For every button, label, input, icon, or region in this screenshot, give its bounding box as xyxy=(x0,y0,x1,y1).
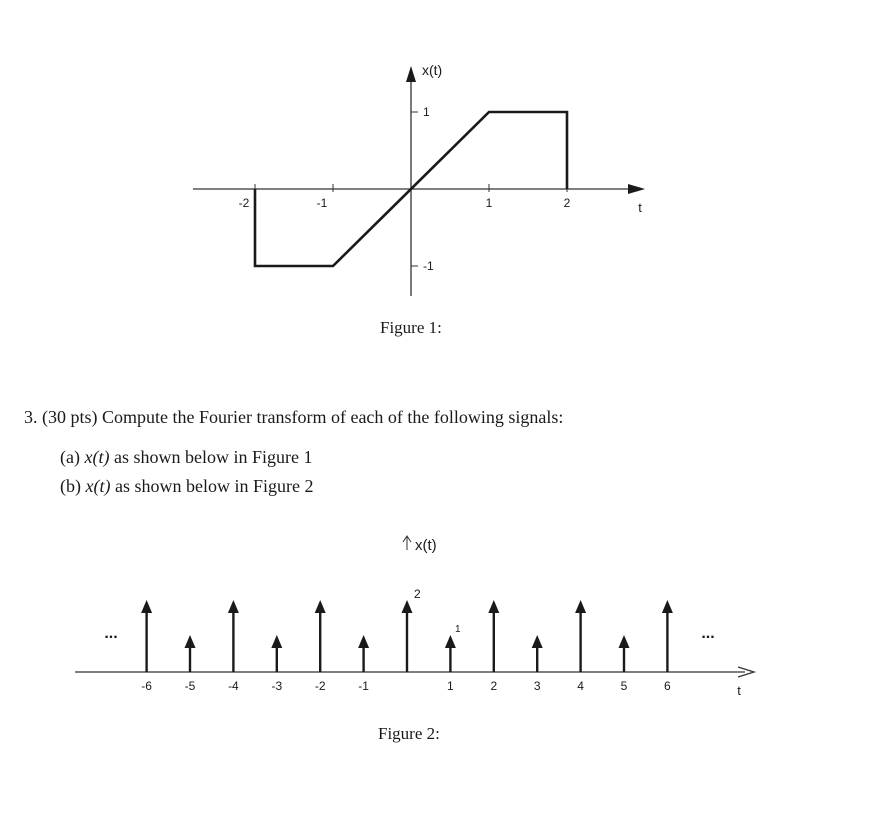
x-tick-label: -2 xyxy=(314,679,326,693)
x-axis-label: t xyxy=(737,683,741,698)
problem-points: (30 pts) xyxy=(42,407,98,427)
impulse-arrowhead xyxy=(619,635,630,648)
x-tick-label: 1 xyxy=(485,196,493,210)
ellipsis-right: ... xyxy=(701,625,715,642)
x-tick-label: 4 xyxy=(577,679,584,693)
problem-statement xyxy=(24,407,563,428)
x-tick-label: -3 xyxy=(271,679,283,693)
ellipsis-left: ... xyxy=(104,625,118,642)
x-tick-label: 2 xyxy=(490,679,498,693)
impulse-arrowhead xyxy=(402,600,413,613)
impulse-arrowhead xyxy=(271,635,282,648)
y-axis-arrowhead xyxy=(406,66,416,82)
part-a-text: as shown below in Figure 1 xyxy=(113,447,313,467)
x-tick-label: -6 xyxy=(141,679,152,693)
part-a xyxy=(60,447,312,468)
part-b xyxy=(60,476,313,497)
figure-1-caption: Figure 1: xyxy=(380,318,442,337)
x-tick-label: 5 xyxy=(620,679,628,693)
impulse-arrowhead xyxy=(662,600,673,613)
impulse-arrowhead xyxy=(228,600,239,613)
x-tick-label: 1 xyxy=(447,679,454,693)
amplitude-label-2: 2 xyxy=(414,587,421,601)
y-axis-label: x(t) xyxy=(422,62,443,78)
y-tick-label: 1 xyxy=(423,105,430,119)
figure-2-plot xyxy=(0,520,888,770)
impulse-arrowhead xyxy=(532,635,543,648)
x-tick-label: -1 xyxy=(358,679,369,693)
impulse-arrowhead xyxy=(141,600,152,613)
x-axis-arrowhead xyxy=(628,184,645,194)
x-tick-label: -5 xyxy=(184,679,196,693)
part-a-signal: x(t) xyxy=(84,447,110,467)
problem-text: Compute the Fourier transform of each of the following signals: xyxy=(102,407,564,427)
amplitude-label-1: 1 xyxy=(455,624,461,635)
figure-1-plot xyxy=(0,0,888,360)
impulse-arrowhead xyxy=(445,635,456,648)
part-b-signal: x(t) xyxy=(85,476,111,496)
figure-2-caption: Figure 2: xyxy=(378,724,440,743)
x-tick-label: 6 xyxy=(664,679,671,693)
x-tick-label: 2 xyxy=(563,196,571,210)
problem-number: 3. xyxy=(24,407,38,427)
impulse-arrowhead xyxy=(488,600,499,613)
impulse-arrowhead xyxy=(358,635,369,648)
x-tick-label: -4 xyxy=(228,679,239,693)
part-b-text: as shown below in Figure 2 xyxy=(114,476,314,496)
impulse-arrowhead xyxy=(575,600,586,613)
impulse-arrowhead xyxy=(185,635,196,648)
y-axis-label: x(t) xyxy=(415,537,437,554)
impulse-arrowhead xyxy=(315,600,326,613)
x-tick-label: -1 xyxy=(316,196,328,210)
part-b-label: (b) xyxy=(60,476,81,496)
part-a-label: (a) xyxy=(60,447,80,467)
x-tick-label: 3 xyxy=(533,679,541,693)
y-tick-label: -1 xyxy=(423,259,434,273)
x-axis-label: t xyxy=(638,200,642,215)
x-tick-label: -2 xyxy=(238,196,250,210)
